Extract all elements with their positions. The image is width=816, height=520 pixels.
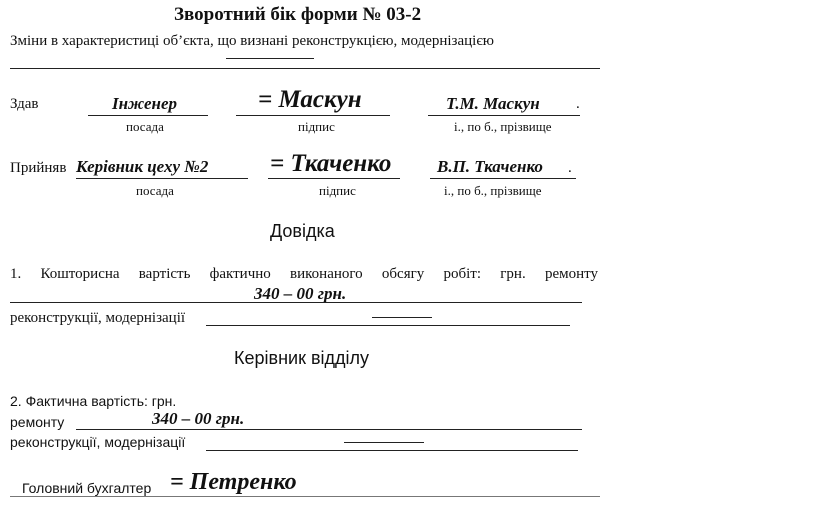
item2-repair-label: ремонту (10, 414, 65, 430)
item1-value: 340 – 00 грн. (254, 284, 347, 303)
handed-over-position: Інженер (112, 94, 178, 113)
reference-heading: Довідка (270, 221, 335, 241)
caption-name: і., по б., прізвище (454, 119, 552, 134)
handed-over-signature-line (236, 115, 390, 116)
department-head: Керівник відділу (234, 348, 370, 368)
form-title: Зворотний бік форми № 03-2 (174, 4, 422, 25)
accepted-label: Прийняв (10, 160, 67, 176)
item2-text: 2. Фактична вартість: грн. (10, 393, 177, 409)
handed-over-name: Т.М. Маскун (446, 94, 540, 113)
caption-signature: підпис (298, 119, 335, 134)
changes-heading: Зміни в характеристиці об’єкта, що визнані реконструкцією, модернізацією (10, 33, 494, 49)
accepted-position-line (76, 178, 248, 179)
item2-repair-line (76, 429, 582, 430)
item2-recon-label: реконструкції, модернізації (10, 434, 186, 450)
item1-value-line (10, 302, 582, 303)
caption-position: посада (126, 119, 164, 134)
item2-short-line (344, 442, 424, 443)
accepted-position: Керівник цеху №2 (76, 157, 209, 176)
chief-accountant-label: Головний бухгалтер (22, 480, 152, 496)
changes-line (10, 68, 600, 69)
accepted-name: В.П. Ткаченко (437, 157, 543, 176)
chief-accountant-signature: = Петренко (170, 469, 297, 495)
item2-value: 340 – 00 грн. (152, 409, 245, 428)
handed-over-position-line (88, 115, 208, 116)
caption-position: посада (136, 183, 174, 198)
handed-over-name-line (428, 115, 580, 116)
item2-recon-line (206, 450, 578, 451)
handed-over-label: Здав (10, 96, 39, 112)
item1-recon-label: реконструкції, модернізації (10, 310, 186, 326)
short-divider (226, 58, 314, 59)
item1-text: 1. Кошторисна вартість фактично виконаного обсягу робіт: грн. ремонту (10, 266, 598, 282)
accepted-signature: = Ткаченко (270, 150, 392, 177)
accepted-signature-line (268, 178, 400, 179)
caption-name: і., по б., прізвище (444, 183, 542, 198)
handed-over-name-suffix: . (576, 96, 580, 112)
accepted-name-line (430, 178, 576, 179)
accepted-name-suffix: . (568, 160, 572, 176)
item1-short-line (372, 317, 432, 318)
item1-recon-line (206, 325, 570, 326)
caption-signature: підпис (319, 183, 356, 198)
accountant-line (10, 496, 600, 497)
handed-over-signature: = Маскун (258, 86, 362, 113)
